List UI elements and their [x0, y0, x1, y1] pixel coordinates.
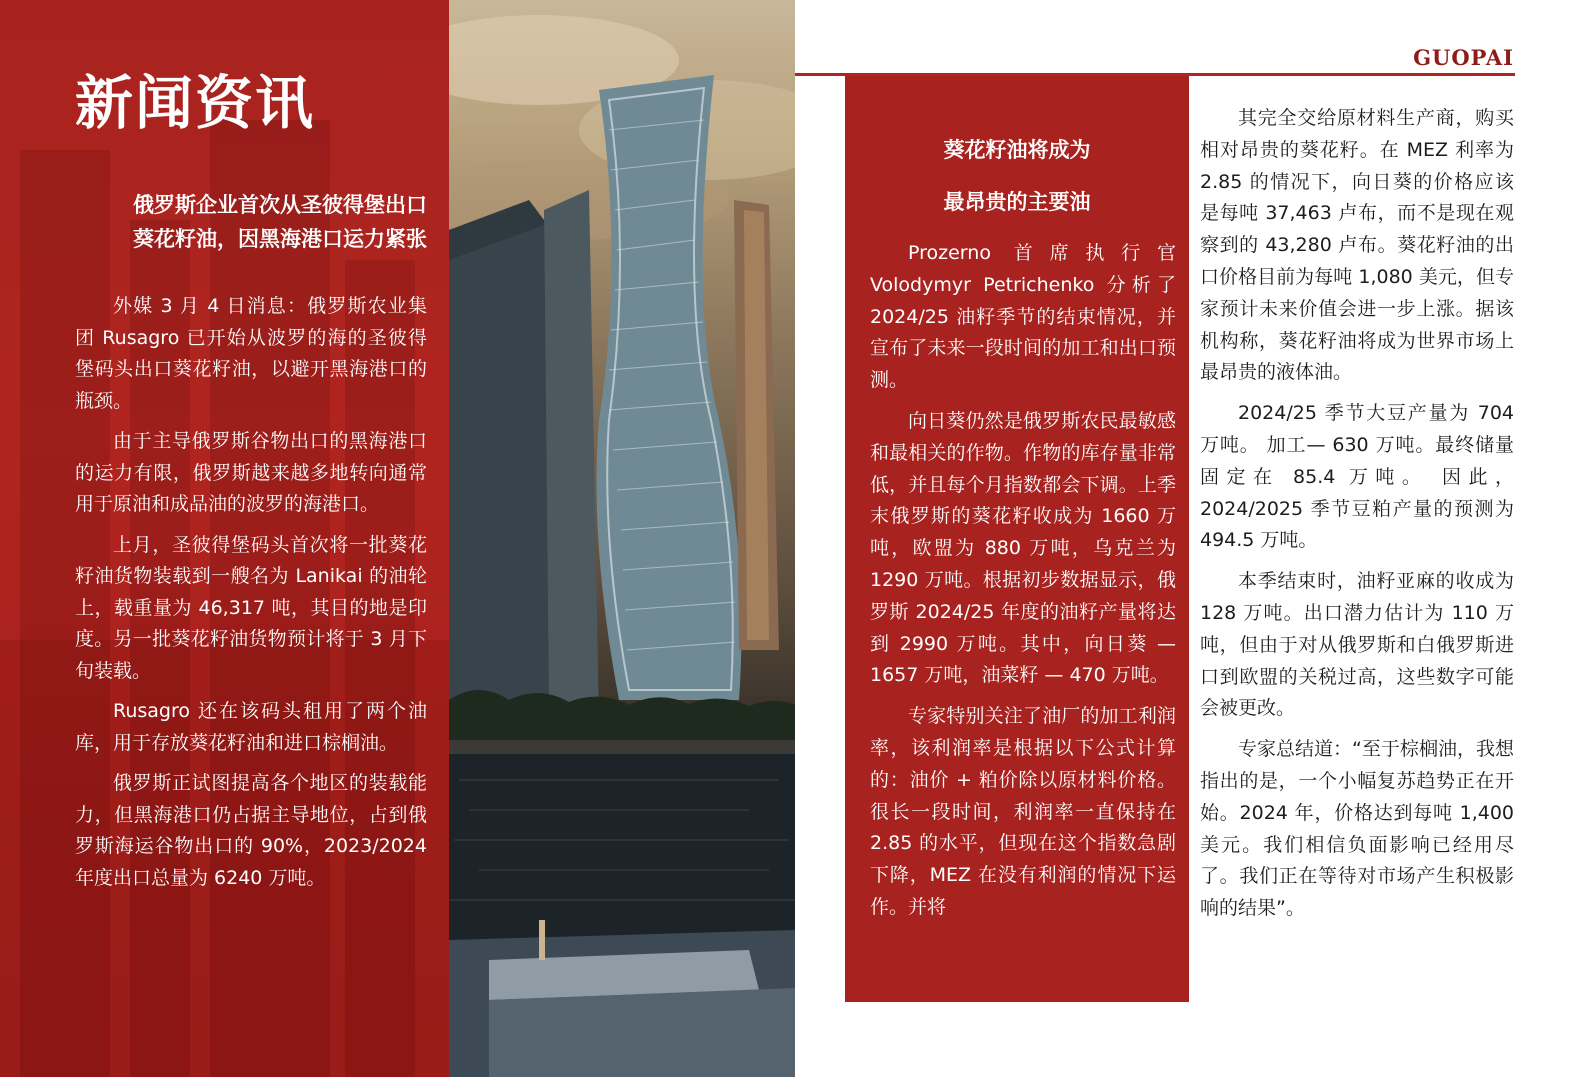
- left-headline-line-2: 葵花籽油，因黑海港口运力紧张: [133, 227, 427, 251]
- feature-body: [870, 238, 1176, 933]
- right-paragraph: 本季结束时，油籽亚麻的收成为 128 万吨。出口潜力估计为 110 万吨，但由于对从俄罗斯和白俄罗斯进口到欧盟的关税过高，这些数字可能会被更改。: [1200, 570, 1514, 720]
- left-paragraph: 上月，圣彼得堡码头首次将一批葵花籽油货物装载到一艘名为 Lanikai 的油轮上，载重量为 46,317 吨，其目的地是印度。另一批葵花籽油货物预计将于 3 月下旬装载。: [75, 533, 427, 682]
- feature-title: [845, 124, 1189, 228]
- feature-title-line-1: 葵花籽油将成为: [943, 138, 1091, 162]
- left-paragraph: 俄罗斯正试图提高各个地区的装载能力，但黑海港口仍占据主导地位，占到俄罗斯海运谷物出口的 90%，2023/2024 年度出口总量为 6240 万吨。: [75, 772, 427, 889]
- left-paragraph: 由于主导俄罗斯谷物出口的黑海港口的运力有限，俄罗斯越来越多地转向通常用于原油和成品油的波罗的海港口。: [75, 430, 427, 515]
- feature-paragraph: Prozerno 首席执行官 Volodymyr Petrichenko 分析了 2024/25 油籽季节的结束情况，并宣布了未来一段时间的加工和出口预测。: [870, 242, 1176, 392]
- right-paragraph: 其完全交给原材料生产商，购买相对昂贵的葵花籽。在 MEZ 利率为 2.85 的情况下，向日葵的价格应该是每吨 37,463 卢布，而不是现在观察到的 43,280 卢布。葵花籽油的出口价格目前为每吨 1,080 美元，但专家预计未来价值会进一步上涨。据该机构称，葵花籽油将成为世界市场上最昂贵的液体油。: [1200, 107, 1514, 384]
- section-title: 新闻资讯: [75, 69, 316, 137]
- right-paragraph: 2024/25 季节大豆产量为 704 万吨。 加工— 630 万吨。最终储量固定在 85.4 万吨。 因此，2024/2025 季节豆粕产量的预测为 494.5 万吨。: [1200, 402, 1514, 552]
- left-article-body: [75, 291, 427, 903]
- right-paragraph: 专家总结道：“至于棕榈油，我想指出的是，一个小幅复苏趋势正在开始。2024 年，价格达到每吨 1,400 美元。我们相信负面影响已经用尽了。我们正在等待对市场产生积极影响的结果”。: [1200, 738, 1514, 920]
- left-paragraph: Rusagro 还在该码头租用了两个油库，用于存放葵花籽油和进口棕榈油。: [75, 700, 427, 754]
- left-headline-line-1: 俄罗斯企业首次从圣彼得堡出口: [133, 193, 427, 217]
- brand-logo: GUOPAI: [1413, 45, 1514, 70]
- skyscraper-photo: [449, 0, 795, 1077]
- right-column-body: [1200, 103, 1514, 934]
- feature-title-line-2: 最昂贵的主要油: [943, 190, 1091, 214]
- left-article-headline: [75, 188, 427, 256]
- left-paragraph: 外媒 3 月 4 日消息：俄罗斯农业集团 Rusagro 已开始从波罗的海的圣彼得堡码头出口葵花籽油，以避开黑海港口的瓶颈。: [75, 295, 427, 412]
- feature-paragraph: 向日葵仍然是俄罗斯农民最敏感和最相关的作物。作物的库存量非常低，并且每个月指数都会下调。上季末俄罗斯的葵花籽收成为 1660 万吨，欧盟为 880 万吨，乌克兰为 1290 万吨。根据初步数据显示，俄罗斯 2024/25 年度的油籽产量将达到 2990 万吨。其中，向日葵 — 1657 万吨，油菜籽 — 470 万吨。: [870, 409, 1176, 687]
- feature-paragraph: 专家特别关注了油厂的加工利润率，该利润率是根据以下公式计算的：油价 + 粕价除以原材料价格。很长一段时间，利润率一直保持在 2.85 的水平，但现在这个指数急剧下降，MEZ 在没有利润的情况下运作。并将: [870, 705, 1176, 918]
